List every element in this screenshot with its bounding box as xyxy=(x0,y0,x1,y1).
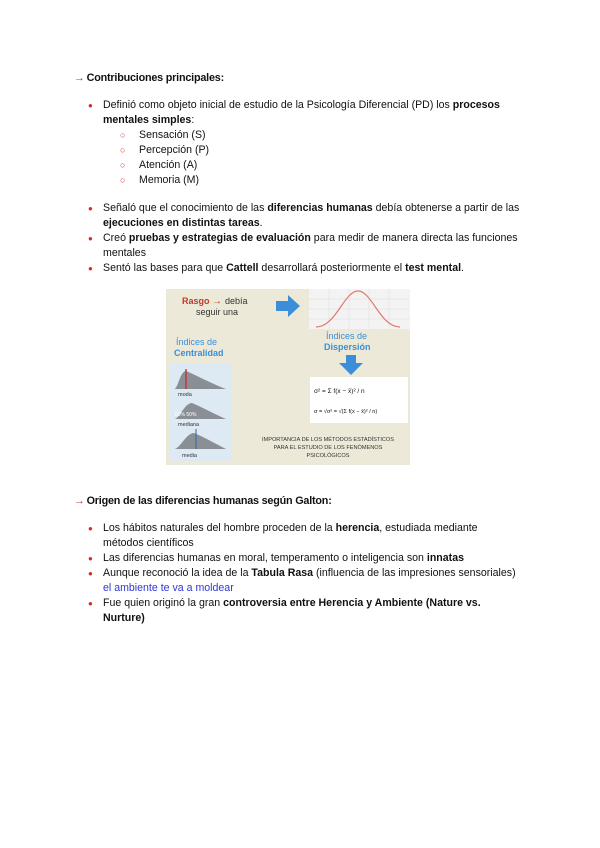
arrow-icon: → xyxy=(74,495,85,507)
list-item: ● Los hábitos naturales del hombre proceden de la herencia, estudiada mediante métodos científicos xyxy=(86,521,516,551)
centralidad-label-1: Índices de xyxy=(176,337,218,347)
contribuciones-list xyxy=(86,98,536,188)
rasgo-label: Rasgo xyxy=(182,296,210,306)
list-item: ● Aunque reconoció la idea de la Tabula Rasa (influencia de las impresiones sensoriales) el ambiente te va a moldear xyxy=(86,566,516,596)
dispersion-label-1: Índices de xyxy=(326,331,368,341)
list-item: ● Creó pruebas y estrategias de evaluación para medir de manera directa las funciones mentales xyxy=(86,231,536,261)
section-heading-contribuciones: → Contribuciones principales: xyxy=(74,72,224,84)
sublist-item: ○ Memoria (M) xyxy=(120,173,536,188)
formula-sd: σ = √σ² = √(Σ f(x − x̄)² / n) xyxy=(314,409,378,415)
list-item: ● Las diferencias humanas en moral, temperamento o inteligencia son innatas xyxy=(86,551,516,566)
formula-variance: σ² = Σ f(x − x̄)² / n xyxy=(314,388,365,395)
statistics-figure xyxy=(166,289,410,465)
dispersion-label-2: Dispersión xyxy=(324,342,371,352)
formula-panel xyxy=(310,377,408,423)
caption-line-2: PARA EL ESTUDIO DE LOS FENÓMENOS xyxy=(273,445,383,451)
ambiente-link: el ambiente te va a moldear xyxy=(103,582,234,594)
pct-label: 50% 50% xyxy=(175,412,197,418)
procesos-sublist xyxy=(103,128,536,188)
list-item: ● Definió como objeto inicial de estudio de la Psicología Diferencial (PD) los procesos mentales simples: ○ Sensación (S) ○ Percepción (P) ○ Atención (A) ○ Memoria (M) xyxy=(86,98,536,188)
caption-line-3: PSICOLÓGICOS xyxy=(306,453,350,459)
seguir-label: seguir una xyxy=(196,307,239,317)
origen-list xyxy=(86,521,516,626)
sublist-item: ○ Atención (A) xyxy=(120,158,536,173)
list-item: ● Fue quien originó la gran controversia entre Herencia y Ambiente (Nature vs. Nurture) xyxy=(86,596,516,626)
sublist-item: ○ Percepción (P) xyxy=(120,143,536,158)
caption-line-1: IMPORTANCIA DE LOS MÉTODOS ESTADÍSTICOS xyxy=(262,437,394,443)
big-arrow-icon xyxy=(276,295,300,317)
arrow-icon: → xyxy=(74,72,85,84)
debia-label: debía xyxy=(225,296,248,306)
arrow-right-icon: → xyxy=(212,296,222,307)
statistics-illustration xyxy=(166,289,410,465)
list-item: ● Sentó las bases para que Cattell desarrollará posteriormente el test mental. xyxy=(86,261,536,276)
media-label: media xyxy=(182,453,197,459)
contribuciones-list-2 xyxy=(86,201,536,276)
moda-label: moda xyxy=(178,392,192,398)
sublist-item: ○ Sensación (S) xyxy=(120,128,536,143)
section-heading-origen: → Origen de las diferencias humanas según Galton: xyxy=(74,495,332,507)
down-arrow-icon xyxy=(339,355,363,375)
list-item: ● Señaló que el conocimiento de las diferencias humanas debía obtenerse a partir de las ejecuciones en distintas tareas. xyxy=(86,201,536,231)
mediana-label: mediana xyxy=(178,422,200,428)
centralidad-label-2: Centralidad xyxy=(174,348,224,358)
